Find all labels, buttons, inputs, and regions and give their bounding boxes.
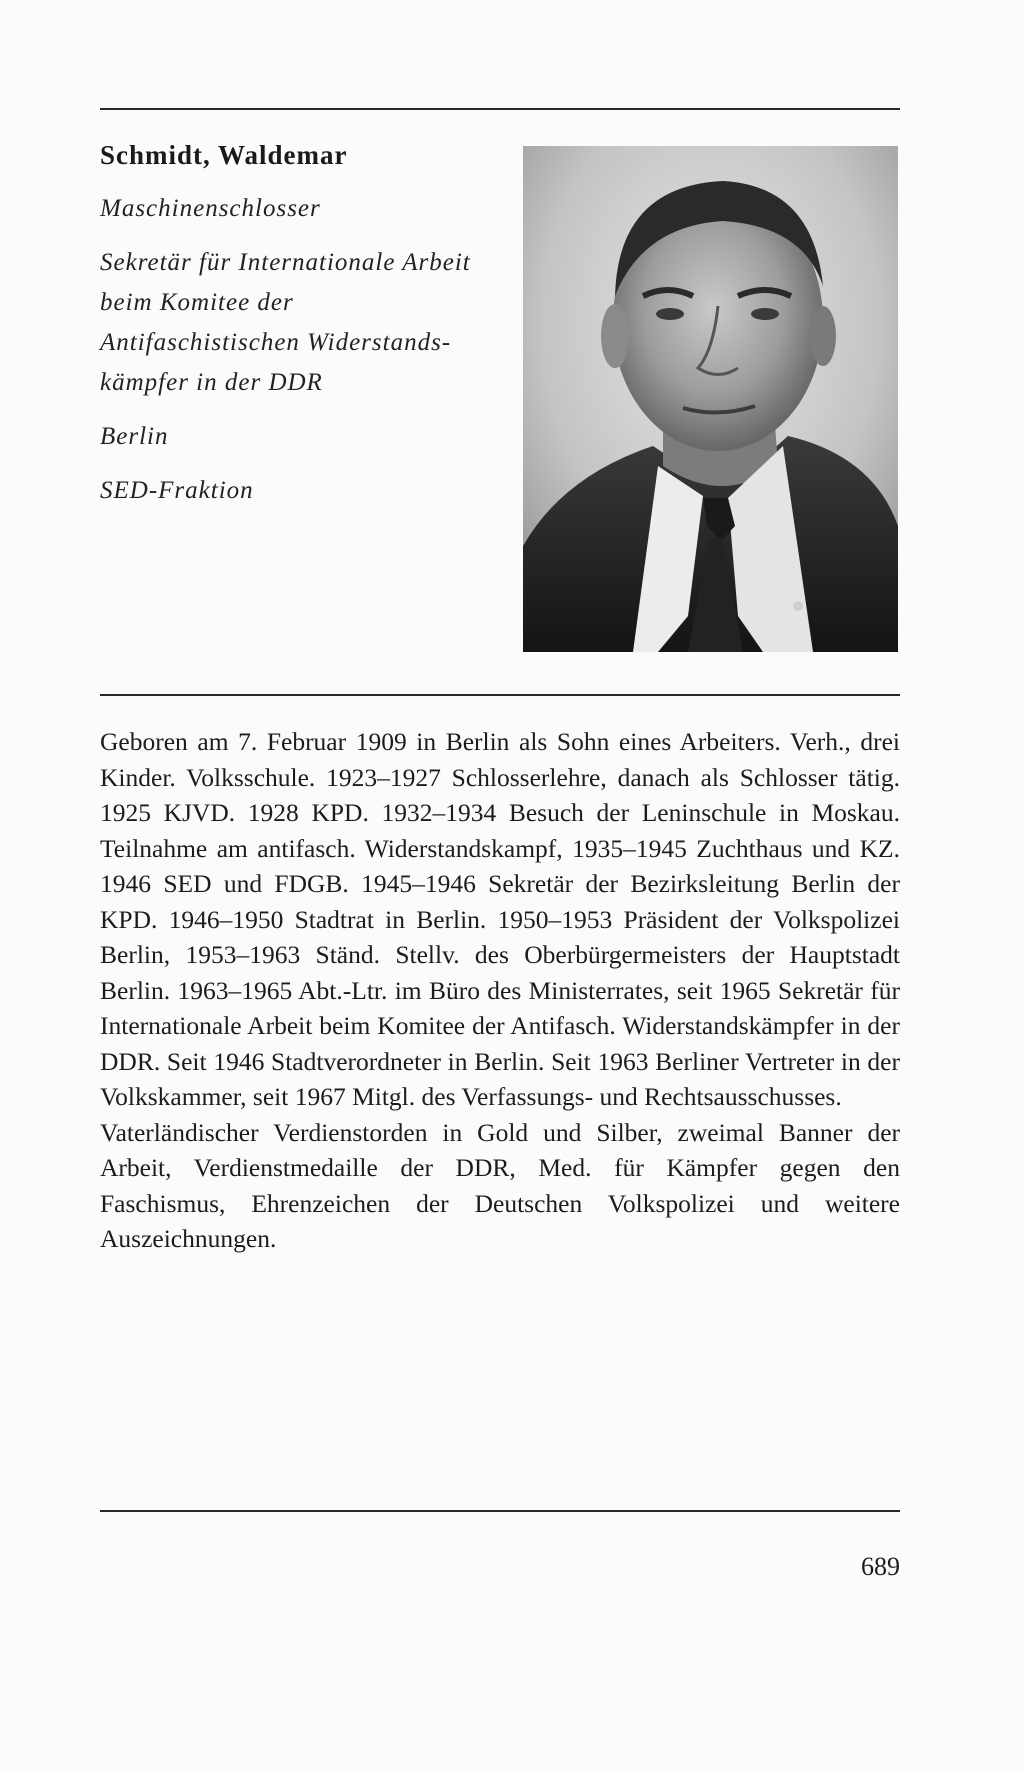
biography bbox=[100, 724, 900, 1257]
page-number: 689 bbox=[861, 1552, 900, 1581]
position bbox=[100, 243, 500, 403]
position-line: Antifaschistischen Widerstands- bbox=[100, 329, 452, 356]
middle-rule bbox=[100, 694, 900, 696]
faction: SED-Fraktion bbox=[100, 477, 254, 504]
city: Berlin bbox=[100, 423, 169, 450]
person-name: Schmidt, Waldemar bbox=[100, 140, 348, 170]
entry-header bbox=[100, 140, 500, 525]
biography-paragraph: Geboren am 7. Februar 1909 in Berlin als Sohn eines Arbeiters. Verh., drei Kinder. Volksschule. 1923–1927 Schlosserlehre, danach als Schlosser tätig. 1925 KJVD. 1928 KPD. 1932–1934 Besuch der Leninschule in Moskau. Teilnahme am antifasch. Widerstandskampf, 1935–1945 Zuchthaus und KZ. 1946 SED und FDGB. 1945–1946 Sekretär der Bezirksleitung Berlin der KPD. 1946–1950 Stadtrat in Berlin. 1950–1953 Präsident der Volkspolizei Berlin, 1953–1963 Ständ. Stellv. des Oberbürgermeisters der Hauptstadt Berlin. 1963–1965 Abt.-Ltr. im Büro des Ministerrates, seit 1965 Sekretär für Internationale Arbeit beim Komitee der Antifasch. Widerstandskämpfer in der DDR. Seit 1946 Stadtverordneter in Berlin. Seit 1963 Berliner Vertreter in der Volkskammer, seit 1967 Mitgl. des Verfassungs- und Rechtsausschusses. bbox=[100, 727, 900, 1111]
portrait-photo bbox=[523, 146, 898, 652]
portrait-illustration bbox=[523, 146, 898, 652]
position-line: beim Komitee der bbox=[100, 289, 294, 316]
bottom-rule bbox=[100, 1510, 900, 1512]
top-rule bbox=[100, 108, 900, 110]
position-line: kämpfer in der DDR bbox=[100, 369, 323, 396]
position-line: Sekretär für Internationale Arbeit bbox=[100, 249, 471, 276]
awards-paragraph: Vaterländischer Verdienstorden in Gold und Silber, zweimal Banner der Arbeit, Verdienstmedaille der DDR, Med. für Kämpfer gegen den Faschismus, Ehrenzeichen der Deutschen Volkspolizei und weitere Auszeichnungen. bbox=[100, 1117, 900, 1253]
profession: Maschinenschlosser bbox=[100, 195, 321, 222]
